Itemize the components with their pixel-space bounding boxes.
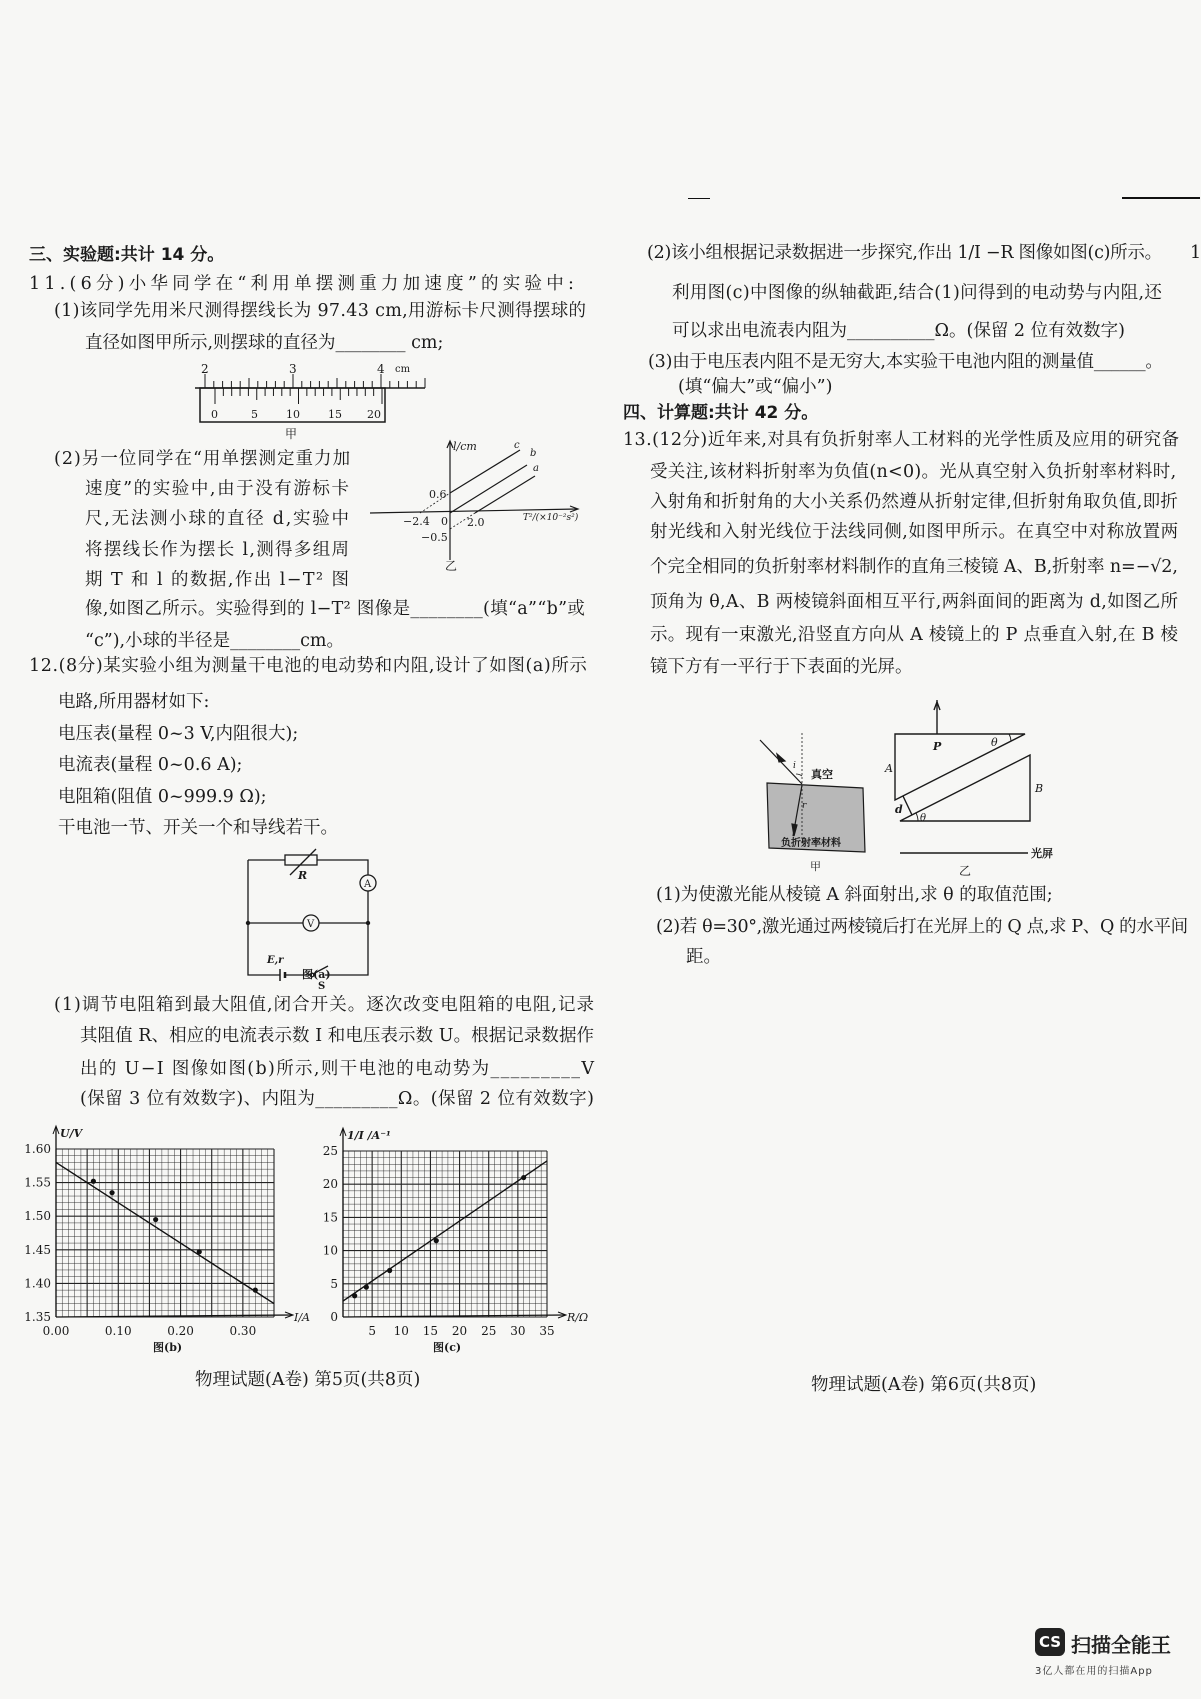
- page-5-footer: 物理试题(A卷) 第5页(共8页): [195, 1370, 421, 1390]
- prism-a-label: A: [885, 762, 893, 775]
- battery-label: E,r: [267, 955, 284, 966]
- y-tick-label: 1.55: [24, 1175, 51, 1190]
- x-tick-label: 25: [481, 1324, 497, 1338]
- text-line: 将摆线长作为摆长 l,测得多组周: [85, 540, 351, 560]
- data-point: [109, 1190, 114, 1195]
- text-line: (3)由于电压表内阻不是无穷大,本实验干电池内阻的测量值______。: [648, 352, 1163, 372]
- point-p-label: P: [933, 740, 942, 753]
- fit-line: [56, 1162, 274, 1303]
- x-axis-label: R/Ω: [567, 1311, 589, 1324]
- text-line: 受关注,该材料折射率为负值(n<0)。光从真空射入负折射率材料时,: [650, 462, 1177, 482]
- inverse-i-r-chart: [300, 1120, 600, 1360]
- y-tick-label: 1.40: [24, 1276, 51, 1291]
- y-tick-label: 10: [322, 1243, 338, 1258]
- chart-caption: 图(c): [433, 1341, 462, 1354]
- text-line: 电阻箱(阻值 0~999.9 Ω);: [58, 787, 267, 807]
- data-point: [434, 1238, 439, 1243]
- scanner-slogan: 3亿人都在用的扫描App: [1035, 1666, 1153, 1677]
- y-tick-label: 15: [322, 1210, 338, 1225]
- y-tick-label: 25: [322, 1144, 338, 1158]
- tick-label: −0.5: [421, 531, 448, 544]
- vernier-label: 10: [286, 408, 300, 421]
- main-scale-label: 2: [201, 362, 209, 376]
- refraction-angle-label: r: [802, 801, 807, 811]
- material-label: 负折射率材料: [781, 838, 841, 849]
- text-line: 电流表(量程 0~0.6 A);: [58, 755, 243, 775]
- negative-refraction-figure: [755, 728, 880, 873]
- data-point: [352, 1293, 357, 1298]
- text-line: “c”),小球的半径是________cm。: [85, 631, 344, 651]
- line-label-b: b: [530, 448, 537, 459]
- text-line: 其阻值 R、相应的电流表示数 I 和电压表示数 U。根据记录数据作: [80, 1026, 595, 1046]
- x-tick-label: 0.30: [229, 1324, 257, 1338]
- prism-b-label: B: [1035, 782, 1044, 795]
- x-tick-label: 0.10: [104, 1324, 132, 1338]
- text-line: 干电池一节、开关一个和导线若干。: [58, 818, 338, 838]
- text-line: (填“偏大”或“偏小”): [678, 377, 833, 397]
- scanner-watermark: [1035, 1628, 1185, 1680]
- distance-label: d: [895, 803, 903, 816]
- data-point: [521, 1175, 526, 1180]
- screen-label: 光屏: [1031, 847, 1053, 860]
- vernier-label: 15: [328, 408, 342, 421]
- text-line: 电路,所用器材如下:: [58, 692, 210, 712]
- page-edge-mark: [688, 198, 710, 199]
- text-line: 电压表(量程 0~3 V,内阻很大);: [58, 724, 299, 744]
- y-tick-label: 1.35: [24, 1310, 51, 1324]
- y-axis-label: l/cm: [453, 440, 477, 453]
- tick-label: −2.4: [403, 515, 430, 528]
- vacuum-label: 真空: [811, 768, 833, 781]
- x-tick-label: 35: [539, 1324, 555, 1338]
- x-tick-label: 0.20: [167, 1324, 194, 1338]
- text-line: 镜下方有一平行于下表面的光屏。: [650, 657, 913, 677]
- text-line: 11.(6分)小华同学在“利用单摆测重力加速度”的实验中:: [29, 274, 579, 294]
- switch-label: S: [318, 981, 326, 992]
- text-line: (1)为使激光能从棱镜 A 斜面射出,求 θ 的取值范围;: [656, 885, 1053, 905]
- figure-caption: 乙: [959, 864, 972, 878]
- text-line: 12.(8分)某实验小组为测量干电池的电动势和内阻,设计了如图(a)所示: [29, 656, 588, 676]
- tick-label: 0: [441, 515, 448, 528]
- text-line: (2)若 θ=30°,激光通过两棱镜后打在光屏上的 Q 点,求 P、Q 的水平间: [656, 917, 1188, 937]
- y-tick-label: 1.50: [24, 1209, 51, 1224]
- unit-label: cm: [395, 364, 411, 375]
- data-point: [91, 1179, 96, 1184]
- y-tick-label: 1.60: [24, 1142, 51, 1156]
- text-line: (1)调节电阻箱到最大阻值,闭合开关。逐次改变电阻箱的电阻,记录: [54, 995, 596, 1015]
- figure-caption: 图(a): [302, 968, 331, 981]
- data-point: [364, 1285, 369, 1290]
- main-scale-label: 3: [289, 362, 297, 376]
- next-page-edge-fragment: 1: [1190, 243, 1201, 263]
- text-line: 个完全相同的负折射率材料制作的直角三棱镜 A、B,折射率 n=−√2,: [650, 557, 1178, 577]
- x-tick-label: 0.00: [42, 1324, 70, 1338]
- prism-figure: [885, 700, 1075, 882]
- data-point: [153, 1217, 158, 1222]
- data-point: [197, 1249, 202, 1254]
- text-line: 入射角和折射角的大小关系仍然遵从折射定律,但折射角取负值,即折: [650, 492, 1179, 512]
- text-line: (2)另一位同学在“用单摆测定重力加: [54, 449, 352, 469]
- line-b: [450, 465, 527, 513]
- ammeter-label: A: [364, 879, 372, 890]
- page-edge-line: [1122, 197, 1200, 199]
- text-line: 出的 U−I 图像如图(b)所示,则干电池的电动势为_________V: [80, 1059, 596, 1079]
- text-line: (1)该同学先用米尺测得摆线长为 97.43 cm,用游标卡尺测得摆球的: [54, 301, 587, 321]
- x-axis-label: I/A: [294, 1311, 310, 1324]
- x-tick-label: 20: [451, 1324, 468, 1338]
- vernier-label: 0: [211, 408, 218, 421]
- text-line: 顶角为 θ,A、B 两棱镜斜面相互平行,两斜面间的距离为 d,如图乙所: [650, 592, 1179, 612]
- x-axis-label: T²/(×10⁻²s²): [523, 513, 579, 523]
- tick-label: 2.0: [467, 516, 485, 529]
- resistor-label: R: [298, 869, 308, 882]
- text-line: 直径如图甲所示,则摆球的直径为________ cm;: [85, 333, 444, 353]
- line-c: [450, 450, 520, 493]
- figure-caption: 甲: [810, 860, 821, 873]
- text-line: (2)该小组根据记录数据进一步探究,作出 1/I −R 图像如图(c)所示。: [647, 243, 1162, 263]
- incidence-angle-label: i: [793, 761, 796, 771]
- y-tick-label: 20: [322, 1177, 338, 1192]
- distance-d: [903, 796, 912, 815]
- text-line: 尺,无法测小球的直径 d,实验中: [85, 509, 351, 529]
- figure-caption: 乙: [445, 559, 458, 573]
- vernier-label: 5: [251, 408, 258, 421]
- angle-label: θ: [991, 736, 998, 749]
- cs-logo-icon: CS: [1035, 1628, 1065, 1656]
- angle-label: θ: [920, 813, 927, 824]
- text-line: (保留 3 位有效数字)、内阻为_________Ω。(保留 2 位有效数字): [80, 1089, 595, 1109]
- y-axis-label: 1/I /A⁻¹: [347, 1129, 391, 1142]
- vernier-label: 20: [367, 408, 381, 421]
- text-line: 速度”的实验中,由于没有游标卡: [85, 479, 351, 499]
- data-point: [253, 1288, 258, 1293]
- page-6-footer: 物理试题(A卷) 第6页(共8页): [811, 1375, 1037, 1395]
- y-tick-label: 5: [330, 1276, 338, 1291]
- main-scale-label: 4: [377, 362, 385, 376]
- text-line: 可以求出电流表内阻为__________Ω。(保留 2 位有效数字): [672, 321, 1125, 341]
- text-line: 射光线和入射光线位于法线同侧,如图甲所示。在真空中对称放置两: [650, 522, 1179, 542]
- chart-caption: 图(b): [153, 1341, 183, 1354]
- line-label-c: c: [514, 440, 520, 451]
- tick-label: 0.6: [429, 488, 447, 501]
- text-line: 距。: [686, 947, 721, 967]
- text-line: 利用图(c)中图像的纵轴截距,结合(1)问得到的电动势与内阻,还: [672, 283, 1163, 303]
- text-line: 像,如图乙所示。实验得到的 l−T² 图像是________(填“a”“b”或: [85, 599, 586, 619]
- text-line: 示。现有一束激光,沿竖直方向从 A 棱镜上的 P 点垂直入射,在 B 棱: [650, 625, 1179, 645]
- line-a: [475, 476, 535, 513]
- y-tick-label: 0: [330, 1310, 338, 1324]
- vernier-caliper-figure: [195, 360, 430, 445]
- x-tick-label: 30: [510, 1324, 526, 1338]
- x-tick-label: 5: [368, 1324, 376, 1338]
- text-line: 13.(12分)近年来,对具有负折射率人工材料的光学性质及应用的研究备: [623, 430, 1180, 450]
- fit-line: [343, 1161, 547, 1301]
- y-tick-label: 1.45: [24, 1242, 51, 1257]
- data-point: [387, 1268, 392, 1273]
- voltmeter-label: V: [307, 919, 315, 930]
- x-tick-label: 10: [393, 1324, 409, 1338]
- figure-caption: 甲: [285, 427, 298, 441]
- l-t2-graph: [355, 438, 590, 573]
- text-line: 期 T 和 l 的数据,作出 l−T² 图: [85, 570, 351, 590]
- y-axis-label: U/V: [60, 1127, 83, 1140]
- section-heading: 三、实验题:共计 14 分。: [29, 245, 225, 265]
- line-label-a: a: [533, 463, 539, 474]
- scanner-name: 扫描全能王: [1071, 1633, 1171, 1657]
- section-heading: 四、计算题:共计 42 分。: [623, 403, 819, 423]
- x-tick-label: 15: [422, 1324, 439, 1338]
- u-i-chart: [15, 1120, 315, 1360]
